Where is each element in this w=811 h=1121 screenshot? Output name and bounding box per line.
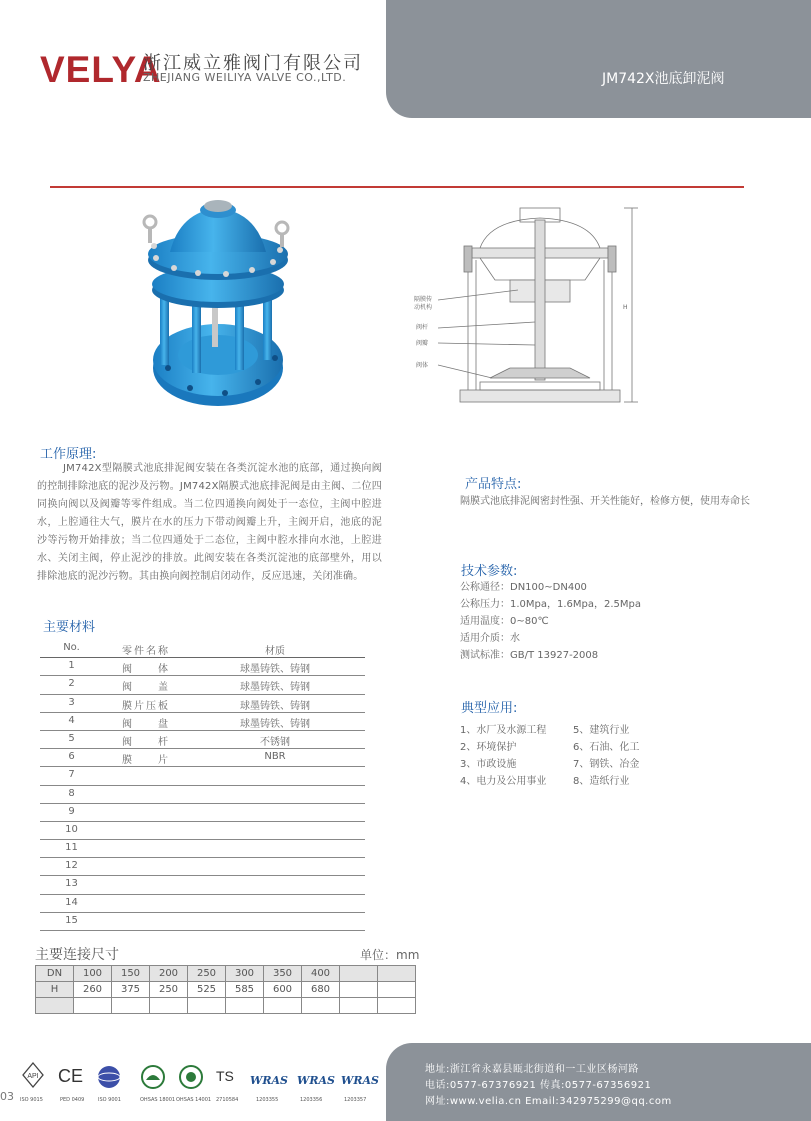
footer-web: 网址:www.velia.cn Email:342975299@qq.com: [425, 1096, 672, 1107]
wras-mark-icon: WRAS: [341, 1074, 379, 1087]
spec-line: 适用温度：0~80℃: [460, 616, 549, 627]
cell-material: 球墨铸铁、铸钢: [240, 718, 310, 730]
application-item: 6、石油、化工: [573, 742, 640, 753]
velya-logo: VELYA: [40, 49, 162, 90]
valve-photo: [130, 190, 300, 420]
cell-no: 7: [68, 769, 75, 781]
dim-cell: 250: [188, 966, 226, 982]
principle-body: JM742X型隔膜式池底排泥阀安装在各类沉淀水池的底部，通过换向阀的控制排除池底的泥沙及污物。JM742X隔膜式池底排泥阀是由主阀、二位四同换向阀以及阀瓣等零件组成。当二位四通换向阀处于一态位，主阀中腔进水，上腔通往大气，膜片在水的压力下带动阀瓣上升，主阀开启，池底的泥沙等污物开始排放；当二位四通处于二态位，主阀中腔水排向水池，上腔进水、关闭主阀，停止泥沙的排放。此阀安装在各类沉淀池的底部壁外，用以排除池底的泥沙污物。其由换向阀控制启闭动作，反应迅速，关闭准确。: [37, 463, 382, 582]
dim-cell: 260: [74, 982, 112, 998]
iaf-cert-icon: [96, 1064, 122, 1094]
col-header-material: 材质: [265, 646, 285, 657]
table-row: [36, 982, 416, 998]
label-body: 阀体: [416, 362, 429, 369]
dim-cell: 250: [150, 982, 188, 998]
cell-part: 膜片压板: [122, 700, 170, 712]
table-header-row: [40, 640, 365, 658]
table-row: [40, 913, 365, 931]
cell-material: 球墨铸铁、铸钢: [240, 682, 310, 694]
dim-cell: 375: [112, 982, 150, 998]
header-divider: [50, 186, 744, 188]
company-name-en: ZHEJIANG WEILIYA VALVE CO.,LTD.: [143, 71, 347, 84]
spec-line: 公称压力：1.0Mpa，1.6Mpa，2.5Mpa: [460, 599, 642, 610]
dim-cell: [340, 998, 378, 1014]
table-row: [40, 876, 365, 894]
cell-no: 4: [68, 714, 75, 726]
product-title: JM742X池底卸泥阀: [602, 71, 725, 87]
cell-material: 球墨铸铁、铸钢: [240, 700, 310, 712]
application-item: 3、市政设施: [460, 759, 517, 770]
dim-cell: [226, 998, 264, 1014]
cert-code: OHSAS 14001: [176, 1097, 212, 1103]
dim-cell: [150, 998, 188, 1014]
table-row: [40, 895, 365, 913]
company-name-cn: 浙江威立雅阀门有限公司: [143, 53, 363, 74]
applications-left: [460, 722, 546, 790]
cell-part: 阀 盖: [122, 682, 170, 694]
col-header-no: No.: [63, 642, 80, 653]
label-stem: 阀杆: [416, 324, 429, 331]
wras-mark-icon: WRAS: [297, 1074, 335, 1087]
application-item: 7、钢铁、冶金: [573, 759, 640, 770]
table-row: [40, 840, 365, 858]
cell-material: 不锈钢: [260, 736, 290, 748]
cell-no: 5: [68, 732, 75, 744]
cert-code: 1203356: [300, 1097, 323, 1103]
dimensions-table: [35, 965, 416, 1014]
dim-cell: [378, 982, 416, 998]
cell-no: 13: [65, 878, 78, 890]
dimension-h-label: H: [623, 304, 628, 311]
cell-no: 12: [65, 860, 78, 872]
ohs-cert-icon: [140, 1064, 166, 1094]
cell-no: 3: [68, 696, 75, 708]
specs-heading: 技术参数:: [461, 564, 518, 579]
dim-cell: 200: [150, 966, 188, 982]
application-item: 8、造纸行业: [573, 776, 630, 787]
ce-mark-icon: CE: [58, 1066, 84, 1086]
cell-part: 阀 杆: [122, 736, 170, 748]
dim-cell: 585: [226, 982, 264, 998]
cert-code: ISO 9001: [98, 1097, 121, 1103]
dim-cell: DN: [36, 966, 74, 982]
spec-line: 测试标准：GB/T 13927-2008: [460, 650, 599, 661]
table-row: [40, 749, 365, 767]
cell-no: 8: [68, 787, 75, 799]
cert-code: OHSAS 18001: [140, 1097, 176, 1103]
dim-cell: 350: [264, 966, 302, 982]
valve-section-drawing: [410, 200, 650, 410]
label-disc: 阀瓣: [416, 340, 429, 347]
dim-cell: [378, 998, 416, 1014]
table-row: [40, 786, 365, 804]
cert-code: ISO 9015: [20, 1097, 43, 1103]
cell-no: 14: [65, 896, 78, 908]
ems-cert-icon: [178, 1064, 204, 1094]
dim-cell: 400: [302, 966, 340, 982]
cell-no: 9: [68, 805, 75, 817]
table-row: [40, 695, 365, 713]
principle-heading: 工作原理:: [40, 447, 97, 462]
footer-address: 地址:浙江省永嘉县瓯北街道和一工业区杨河路: [425, 1064, 639, 1075]
applications-right: [573, 722, 639, 790]
specs-list: [460, 579, 641, 664]
dim-cell: [340, 982, 378, 998]
dim-cell: 600: [264, 982, 302, 998]
dim-cell: 150: [112, 966, 150, 982]
cell-no: 11: [65, 842, 78, 854]
cert-code: 2710584: [216, 1097, 239, 1103]
ts-mark-icon: TS: [216, 1068, 234, 1084]
cell-no: 6: [68, 751, 75, 763]
dim-cell: [74, 998, 112, 1014]
dim-cell: [378, 966, 416, 982]
cell-material: NBR: [264, 751, 286, 763]
table-row: [40, 731, 365, 749]
api-cert-icon: [22, 1062, 44, 1092]
header-tab: [386, 0, 811, 118]
cell-no: 2: [68, 678, 75, 690]
table-row: [36, 966, 416, 982]
dim-cell: H: [36, 982, 74, 998]
application-item: 1、水厂及水源工程: [460, 725, 547, 736]
table-row: [40, 822, 365, 840]
spec-line: 适用介质：水: [460, 633, 520, 644]
applications-heading: 典型应用:: [461, 701, 518, 716]
cert-code: PED 0409: [60, 1097, 85, 1103]
dim-cell: [302, 998, 340, 1014]
application-item: 2、环境保护: [460, 742, 517, 753]
materials-table: [40, 640, 365, 931]
wras-mark-icon: WRAS: [250, 1074, 288, 1087]
cell-part: 阀 盘: [122, 718, 170, 730]
table-row: [36, 998, 416, 1014]
features-heading: 产品特点:: [465, 477, 522, 492]
cert-code: 1203355: [256, 1097, 279, 1103]
cell-part: 膜 片: [122, 755, 170, 767]
materials-heading: 主要材料: [43, 620, 96, 635]
cell-no: 1: [68, 660, 75, 672]
dim-cell: 300: [226, 966, 264, 982]
principle-text: [37, 460, 382, 586]
dim-cell: 100: [74, 966, 112, 982]
spec-line: 公称通径：DN100~DN400: [460, 582, 587, 593]
table-row: [40, 713, 365, 731]
dim-cell: [188, 998, 226, 1014]
dimensions-heading: 主要连接尺寸: [35, 947, 119, 963]
table-row: [40, 858, 365, 876]
dim-cell: 525: [188, 982, 226, 998]
table-row: [40, 676, 365, 694]
table-row: [40, 804, 365, 822]
col-header-part: 零件名称: [122, 646, 170, 657]
table-row: [40, 767, 365, 785]
cell-no: 15: [65, 914, 78, 926]
dim-cell: [264, 998, 302, 1014]
application-item: 5、建筑行业: [573, 725, 630, 736]
features-text: 隔膜式池底排泥阀密封性强、开关性能好，检修方便，使用寿命长: [460, 496, 750, 507]
dimensions-unit: 单位：mm: [360, 948, 420, 962]
cell-material: 球墨铸铁、铸钢: [240, 664, 310, 676]
table-row: [40, 658, 365, 676]
dim-cell: [36, 998, 74, 1014]
label-diaphragm-mechanism: 隔膜传 动机构: [414, 296, 433, 311]
footer-phone: 电话:0577-67376921 传真:0577-67356921: [425, 1080, 652, 1091]
application-item: 4、电力及公用事业: [460, 776, 547, 787]
cert-code: 1203357: [344, 1097, 367, 1103]
page-number: 03: [0, 1090, 14, 1103]
svg-text:API: API: [27, 1073, 39, 1080]
dim-cell: 680: [302, 982, 340, 998]
dim-cell: [112, 998, 150, 1014]
cell-part: 阀 体: [122, 664, 170, 676]
dim-cell: [340, 966, 378, 982]
cell-no: 10: [65, 823, 78, 835]
